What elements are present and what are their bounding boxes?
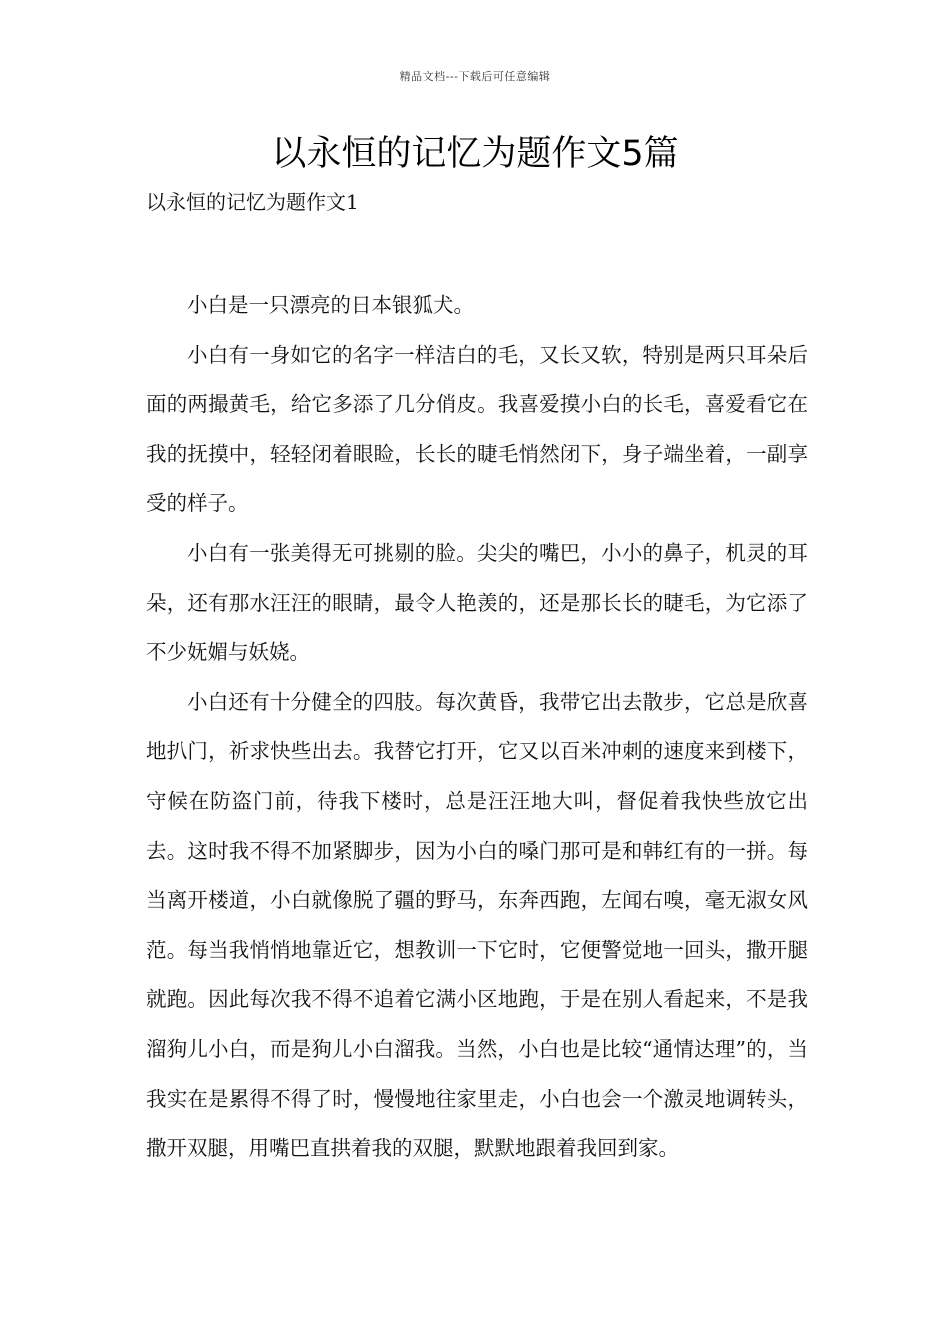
paragraph: 小白是一只漂亮的日本银狐犬。 [187, 293, 474, 317]
paragraph: 小白有一张美得无可挑剔的脸。尖尖的嘴巴，小小的鼻子，机灵的耳朵，还有那水汪汪的眼睛，最令人艳羡的，还是那长长的睫毛，为它添了不少妩媚与妖娆。 [146, 540, 808, 665]
paragraph: 小白有一身如它的名字一样洁白的毛，又长又软，特别是两只耳朵后面的两撮黄毛，给它多添了几分俏皮。我喜爱摸小白的长毛，喜爱看它在我的抚摸中，轻轻闭着眼睑，长长的睫毛悄然闭下，身子端坐着，一副享受的样子。 [146, 342, 808, 516]
section-heading: 以永恒的记忆为题作文1 [146, 190, 359, 214]
header-note: 精品文档---下载后可任意编辑 [399, 70, 551, 83]
document-title: 以永恒的记忆为题作文5篇 [271, 134, 679, 174]
essay-body [146, 281, 808, 1174]
paragraph: 小白还有十分健全的四肢。每次黄昏，我带它出去散步，它总是欣喜地扒门，祈求快些出去。我替它打开，它又以百米冲刺的速度来到楼下，守候在防盗门前，待我下楼时，总是汪汪地大叫，督促着我快些放它出去。这时我不得不加紧脚步，因为小白的嗓门那可是和韩红有的一拼。每当离开楼道，小白就像脱了疆的野马，东奔西跑，左闻右嗅，毫无淑女风范。每当我悄悄地靠近它，想教训一下它时，它便警觉地一回头，撒开腿就跑。因此每次我不得不追着它满小区地跑，于是在别人看起来，不是我溜狗儿小白，而是狗儿小白溜我。当然，小白也是比较“通情达理”的，当我实在是累得不得了时，慢慢地往家里走，小白也会一个激灵地调转头，撒开双腿，用嘴巴直拱着我的双腿，默默地跟着我回到家。 [146, 689, 808, 1161]
